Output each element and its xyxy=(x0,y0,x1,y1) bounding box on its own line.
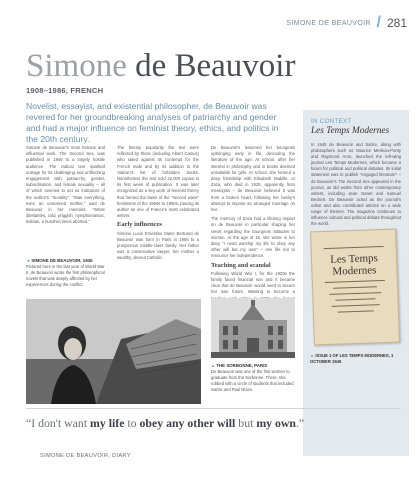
body-column-2 xyxy=(117,145,199,262)
quote-text: to xyxy=(124,416,140,430)
quote-emphasis: obey any other will xyxy=(139,416,236,430)
running-head-divider: / xyxy=(376,14,381,31)
body-text: The memory of Zaza had a lifelong impact on de Beauvoir in particular shaping her views regarding the bourgeois attitudes to women. At the age of 19, she wrote in her diary "I need worship my life to obey any other will but my own" – one life not to renounce her independence. xyxy=(211,216,295,259)
sidebar-text: In 1945 de Beauvoir and Sartre, along with philosophers such as Maurice Merleau-Ponty and Raymond Aron, launched the left-wing journal Les Temps Modernes, which became a forum for political and political debates. Its initial statement was to publish "engaged literature" – de Beauvoir's The Second Sex appeared in the journal, as did works from other contemporary writers, including Jean Genet and Samuel Beckett. De Beauvoir acted as the journal's editor and also contributed articles on a wide range of themes. The magazine continues to influence cultural and political debate throughout the world. xyxy=(311,142,401,227)
magazine-caption xyxy=(310,353,400,365)
cover-rule xyxy=(329,292,381,295)
photo-illustration xyxy=(26,299,201,404)
magazine-cover xyxy=(310,229,400,346)
quote-source: SIMONE DE BEAUVOIR, DIARY xyxy=(40,453,131,459)
quote-text: but xyxy=(235,416,257,430)
running-head: SIMONE DE BEAUVOIR xyxy=(286,20,371,27)
photo-caption-sorbonne xyxy=(211,363,295,393)
arrow-icon: ▲ xyxy=(211,363,216,368)
body-text: De Beauvoir's lessened her bourgeois upbringing early in life, devouring the literature of the age. At school, after her interest in philosophy and in books deemed unsuitable for girls. At school, she formed a deep friendship with Elisabeth Mabille, or Zaza, who died in 1929, apparently from meningitis – de Beauvoir believed it was from a broken heart, following her family's attempt to impose an arranged marriage on her. xyxy=(211,145,295,213)
beauvoir-photo xyxy=(26,299,201,404)
cover-rule xyxy=(325,280,385,283)
page-title xyxy=(26,48,295,85)
body-text: Simone de Beauvoir's most famous and influential work, The Second Sex, was published in 1949 to a largely hostile audience. The radical text sparked outrage for its challenging and unflinching engagement with patriarchy, gender, subordination, and female sexuality – all of which seemed to act as indicators of the author's "morality". "Was everything, even an unmarried mother," said de Beauvoir in her memoirs. "Wrote dilettantes, cold, priggish, nymphomaniac, lesbian, a hundred times aborted." xyxy=(26,145,105,225)
caption-text: De Beauvoir was one of the first women to graduate from the Sorbonne. There, she rubbed with a circle of students that included Sartre and Paul Nizan. xyxy=(211,369,294,392)
divider xyxy=(26,408,401,409)
quote-emphasis: my life xyxy=(90,416,125,430)
cover-rule xyxy=(332,304,380,307)
life-dates: 1908–1986, FRENCH xyxy=(26,86,104,95)
lede-paragraph: Novelist, essayist, and existential philosopher, de Beauvoir was revered for her groundbreaking analyses of patriarchy and gender and had a major influence on feminist theory, ethics, and politics in the 20th century. xyxy=(26,101,279,144)
title-first: Simone xyxy=(26,48,136,84)
cover-rule xyxy=(333,286,377,289)
sidebar-kicker: IN CONTEXT xyxy=(311,118,352,125)
cover-rule xyxy=(324,246,384,249)
caption-text: Pictured here in the last year of World War II, de Beauvoir wrote the first philosophical novels that was deeply affected by her experiences during the conflict. xyxy=(26,264,105,287)
pull-quote xyxy=(26,416,356,430)
caption-title: SIMONE DE BEAUVOIR, 1945 xyxy=(31,258,93,263)
photo-illustration xyxy=(211,298,295,358)
arrow-icon: ▲ xyxy=(310,353,315,358)
page-number: 281 xyxy=(386,16,407,30)
quote-emphasis: my own xyxy=(256,416,296,430)
body-column-3 xyxy=(211,145,295,308)
cover-rule xyxy=(338,310,374,312)
magazine-cover-title: Les Temps Modernes xyxy=(330,252,379,278)
cover-rule xyxy=(335,298,375,300)
arrow-icon: ◄ xyxy=(26,258,31,263)
body-column-1 xyxy=(26,145,105,226)
quote-text: “I don't want xyxy=(26,416,91,430)
title-last: de Beauvoir xyxy=(135,48,296,84)
sorbonne-photo xyxy=(211,298,295,358)
sidebar-title: Les Temps Modernes xyxy=(311,126,390,136)
caption-title: THE SORBONNE, PARIS xyxy=(216,363,268,368)
body-text: Following World War I, for the 1920s the family faced financial ruin and it became clear that de Beauvoir would need to secure her own future. Wanting to become a xyxy=(211,270,295,295)
body-text: The literary popularity the text were reflected by those (including Albert Camus) who railed against its contempt for the French male and by its addition to the Vatican's list of forbidden books. Nonetheless the text sold 22,000 copies in its first week of publication. It was later recognized as a key work of feminist theory that formed the basis of the "second wave" feminisms of the 1960s to 1980s, placing its author as one of France's most celebrated writers. xyxy=(117,145,199,219)
section-subhead: Early influences xyxy=(117,221,162,229)
photo-caption-beauvoir xyxy=(26,258,105,288)
quote-text: .” xyxy=(295,416,305,430)
body-text: Simone Lucie Ernestine Marie Bertrand de Beauvoir was born in Paris in 1908 to a prosperous middle-class family. Her father was a conservative lawyer, her mother a wealthy, devout Catholic. xyxy=(117,230,199,261)
section-subhead: Teaching and scandal xyxy=(211,261,271,269)
caption-title: ISSUE 1 OF LES TEMPS MODERNES, 1 OCTOBER 1945 xyxy=(310,353,394,364)
